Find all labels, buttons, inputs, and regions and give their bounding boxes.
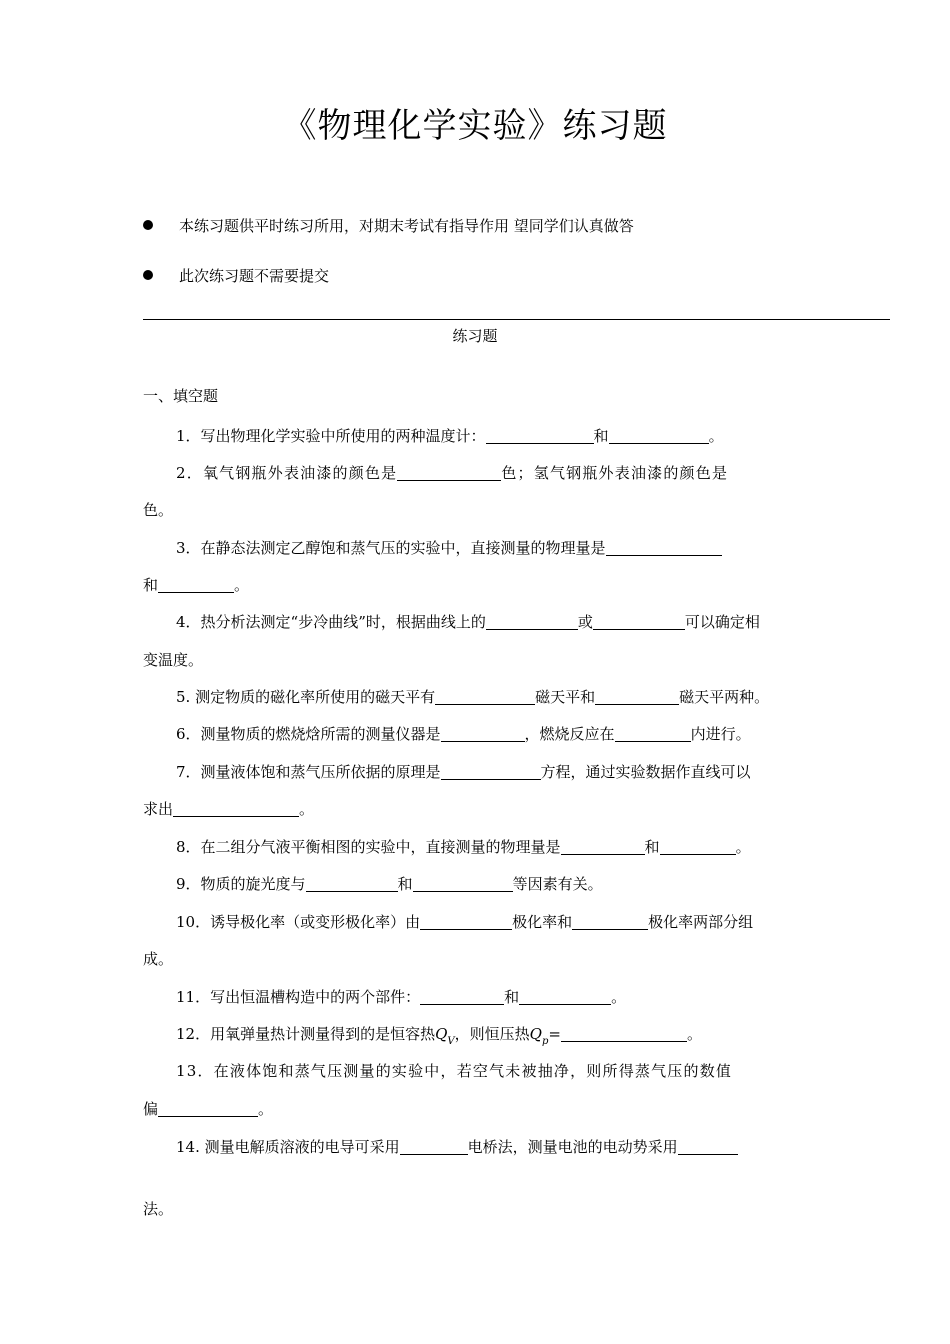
question-7: 7．测量液体饱和蒸气压所依据的原理是 方程，通过实验数据作直线可以 — [176, 763, 751, 781]
answer-blank[interactable] — [486, 613, 578, 630]
answer-blank[interactable] — [486, 427, 594, 444]
answer-blank[interactable] — [609, 427, 709, 444]
answer-blank[interactable] — [593, 613, 685, 630]
question-13: 13．在液体饱和蒸气压测量的实验中，若空气未被抽净，则所得蒸气压的数值 — [176, 1062, 733, 1080]
question-2: 2．氧气钢瓶外表油漆的颜色是 色；氢气钢瓶外表油漆的颜色是 — [176, 464, 729, 482]
question-10: 10．诱导极化率（或变形极化率）由 极化率和 极化率两部分组 — [176, 913, 754, 931]
answer-blank[interactable] — [397, 464, 501, 481]
answer-blank[interactable] — [306, 875, 398, 892]
answer-blank[interactable] — [615, 725, 691, 742]
question-8: 8．在二组分气液平衡相图的实验中，直接测量的物理量是 和 。 — [176, 838, 751, 856]
question-14-continued: 法。 — [143, 1200, 174, 1218]
question-13-continued: 偏 。 — [143, 1100, 274, 1118]
answer-blank[interactable] — [572, 913, 648, 930]
question-7-continued: 求出 。 — [143, 800, 315, 818]
answer-blank[interactable] — [561, 1025, 687, 1042]
answer-blank[interactable] — [660, 838, 736, 855]
answer-blank[interactable] — [595, 688, 679, 705]
bullet-icon — [143, 220, 153, 230]
answer-blank[interactable] — [158, 1100, 258, 1117]
exercise-subtitle: 练习题 — [452, 327, 498, 345]
answer-blank[interactable] — [441, 725, 525, 742]
question-9: 9．物质的旋光度与 和 等因素有关。 — [176, 875, 603, 893]
question-6: 6．测量物质的燃烧焓所需的测量仪器是 ，燃烧反应在 内进行。 — [176, 725, 751, 743]
note-text: 本练习题供平时练习所用，对期末考试有指导作用 望同学们认真做答 — [179, 217, 634, 235]
question-11: 11．写出恒温槽构造中的两个部件： 和 。 — [176, 988, 627, 1006]
document-title: 《物理化学实验》练习题 — [282, 106, 668, 146]
question-3: 3．在静态法测定乙醇饱和蒸气压的实验中，直接测量的物理量是 — [176, 538, 722, 558]
answer-blank[interactable] — [606, 539, 722, 556]
heat-symbol: Q — [529, 1025, 542, 1043]
question-2-continued: 色。 — [143, 501, 174, 519]
question-4: 4．热分析法测定“步冷曲线”时，根据曲线上的 或 可以确定相 — [176, 613, 760, 631]
note-item-1 — [143, 216, 634, 236]
answer-blank[interactable] — [435, 688, 535, 705]
answer-blank[interactable] — [420, 913, 512, 930]
heat-symbol: Q — [435, 1025, 448, 1043]
bullet-icon — [143, 270, 153, 280]
note-item-2 — [143, 266, 329, 286]
answer-blank[interactable] — [400, 1138, 468, 1155]
answer-blank[interactable] — [413, 875, 513, 892]
answer-blank[interactable] — [519, 988, 611, 1005]
note-text: 此次练习题不需要提交 — [179, 267, 330, 285]
answer-blank[interactable] — [173, 800, 299, 817]
question-12: 12．用氧弹量热计测量得到的是恒容热$Q_V$，则恒压热$Q_p=$ 。 — [176, 1025, 702, 1047]
question-5: 5. 测定物质的磁化率所使用的磁天平有 磁天平和 磁天平两种。 — [176, 688, 770, 706]
answer-blank[interactable] — [441, 763, 541, 780]
section-title: 一、填空题 — [143, 387, 219, 405]
question-4-continued: 变温度。 — [143, 651, 204, 669]
subscript-p: p — [541, 1036, 549, 1047]
question-3-continued: 和 。 — [143, 576, 250, 594]
question-1: 1．写出物理化学实验中所使用的两种温度计： 和 。 — [176, 427, 724, 445]
answer-blank[interactable] — [678, 1138, 738, 1155]
horizontal-divider — [143, 319, 890, 320]
answer-blank[interactable] — [420, 988, 504, 1005]
question-10-continued: 成。 — [143, 950, 174, 968]
question-14: 14. 测量电解质溶液的电导可采用 电桥法，测量电池的电动势采用 — [176, 1137, 738, 1157]
answer-blank[interactable] — [561, 838, 645, 855]
subscript-v: V — [447, 1036, 455, 1047]
answer-blank[interactable] — [158, 576, 234, 593]
